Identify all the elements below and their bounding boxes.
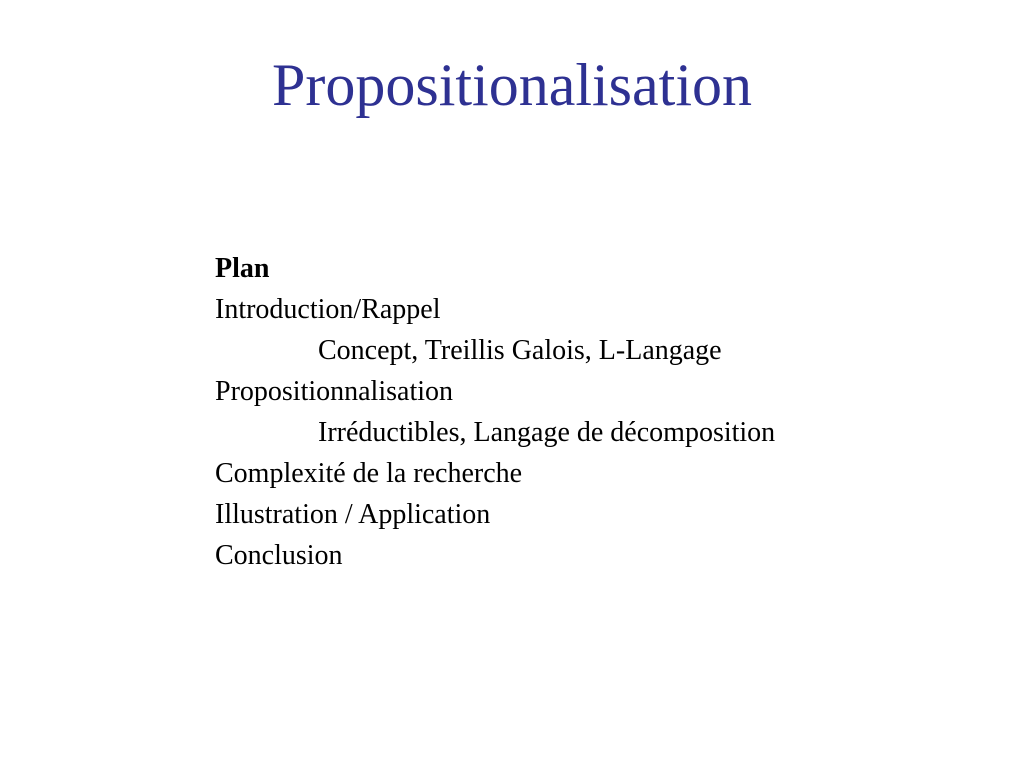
outline-item-introduction: Introduction/Rappel	[215, 294, 441, 325]
outline-item-complexite: Complexité de la recherche	[215, 458, 523, 489]
outline-subitem-concept: Concept, Treillis Galois, L-Langage	[318, 335, 722, 366]
outline-item-illustration: Illustration / Application	[215, 499, 491, 530]
slide-title: Propositionalisation	[272, 52, 752, 118]
outline-item-propositionnalisation: Propositionnalisation	[215, 376, 453, 407]
outline-item-conclusion: Conclusion	[215, 540, 343, 571]
outline-subitem-irreductibles: Irréductibles, Langage de décomposition	[318, 417, 776, 448]
outline-heading: Plan	[215, 253, 270, 284]
outline	[215, 248, 995, 576]
